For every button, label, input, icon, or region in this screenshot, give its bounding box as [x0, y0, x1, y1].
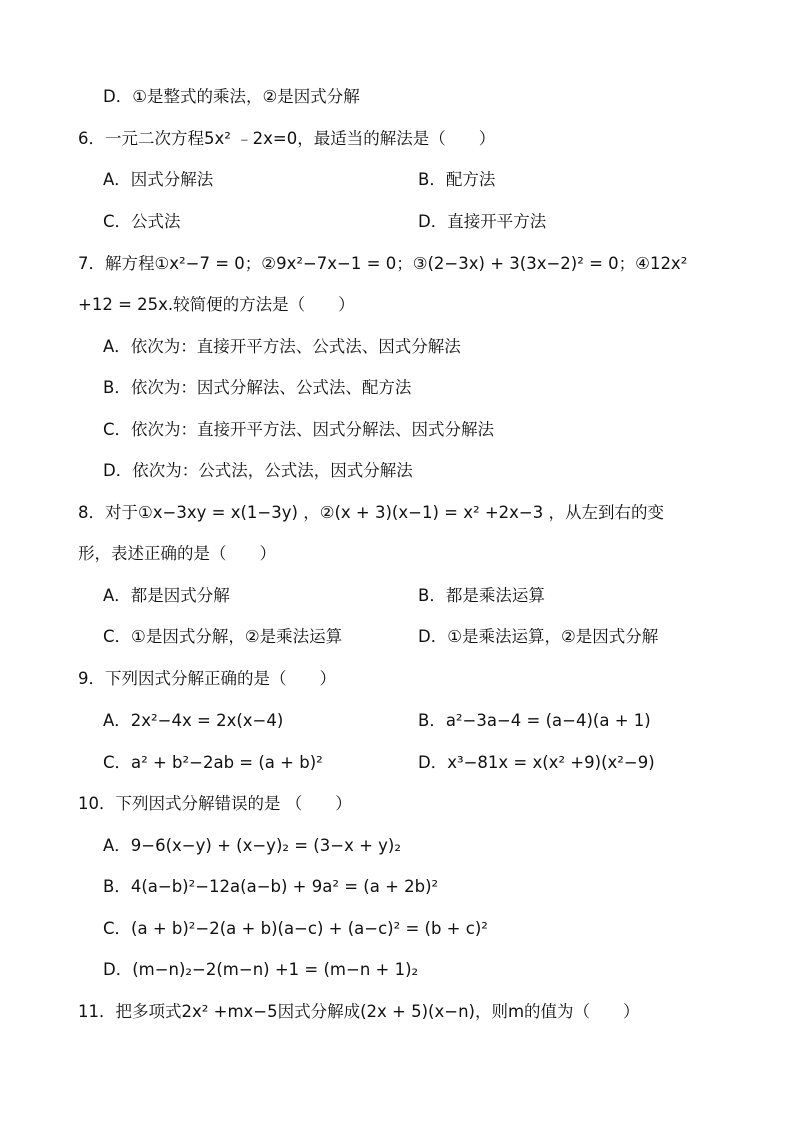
q8-stem-line2: 形，表述正确的是（ ） [78, 544, 276, 563]
q7-stem-line2: +12 = 25x.较简便的方法是（ ） [78, 295, 355, 314]
q9-option-a: A．2x²−4x = 2x(x−4) [103, 711, 284, 730]
q7-stem-line1: 7．解方程①x²−7 = 0；②9x²−7x−1 = 0；③(2−3x) + 3(3x−2)² = 0；④12x² [78, 254, 688, 273]
q11-stem: 11．把多项式2x² +mx−5因式分解成(2x + 5)(x−n)，则m的值为（ ） [78, 1002, 640, 1021]
q7-option-b: B．依次为：因式分解法、公式法、配方法 [103, 378, 412, 397]
q9-stem: 9．下列因式分解正确的是（ ） [78, 669, 336, 688]
q10-option-c: C．(a + b)²−2(a + b)(a−c) + (a−c)² = (b + c)² [103, 919, 488, 938]
q8-stem-line1: 8．对于①x−3xy = x(1−3y) ，②(x + 3)(x−1) = x² +2x−3 ，从左到右的变 [78, 503, 664, 522]
q5-option-d: D．①是整式的乘法，②是因式分解 [103, 87, 360, 106]
q10-stem: 10．下列因式分解错误的是 （ ） [78, 794, 352, 813]
q10-option-d: D．(m−n)₂−2(m−n) +1 = (m−n + 1)₂ [103, 960, 419, 979]
q7-option-d: D．依次为：公式法，公式法，因式分解法 [103, 461, 413, 480]
q6-option-a: A．因式分解法 [103, 170, 214, 189]
q8-option-a: A．都是因式分解 [103, 586, 230, 605]
q10-option-a: A．9−6(x−y) + (x−y)₂ = (3−x + y)₂ [103, 836, 401, 855]
q9-option-d: D．x³−81x = x(x² +9)(x²−9) [418, 753, 655, 772]
q7-option-a: A．依次为：直接开平方法、公式法、因式分解法 [103, 337, 461, 356]
q7-option-c: C．依次为：直接开平方法、因式分解法、因式分解法 [103, 420, 495, 439]
q8-option-d: D．①是乘法运算，②是因式分解 [418, 627, 659, 646]
q8-option-b: B．都是乘法运算 [418, 586, 545, 605]
q10-option-b: B．4(a−b)²−12a(a−b) + 9a² = (a + 2b)² [103, 877, 439, 896]
q9-option-b: B．a²−3a−4 = (a−4)(a + 1) [418, 711, 651, 730]
q6-option-d: D．直接开平方法 [418, 212, 547, 231]
q6-stem: 6．一元二次方程5x² ﹣2x=0，最适当的解法是（ ） [78, 129, 496, 148]
q6-option-b: B．配方法 [418, 170, 496, 189]
q6-option-c: C．公式法 [103, 212, 181, 231]
q9-option-c: C．a² + b²−2ab = (a + b)² [103, 753, 323, 772]
q8-option-c: C．①是因式分解，②是乘法运算 [103, 627, 343, 646]
